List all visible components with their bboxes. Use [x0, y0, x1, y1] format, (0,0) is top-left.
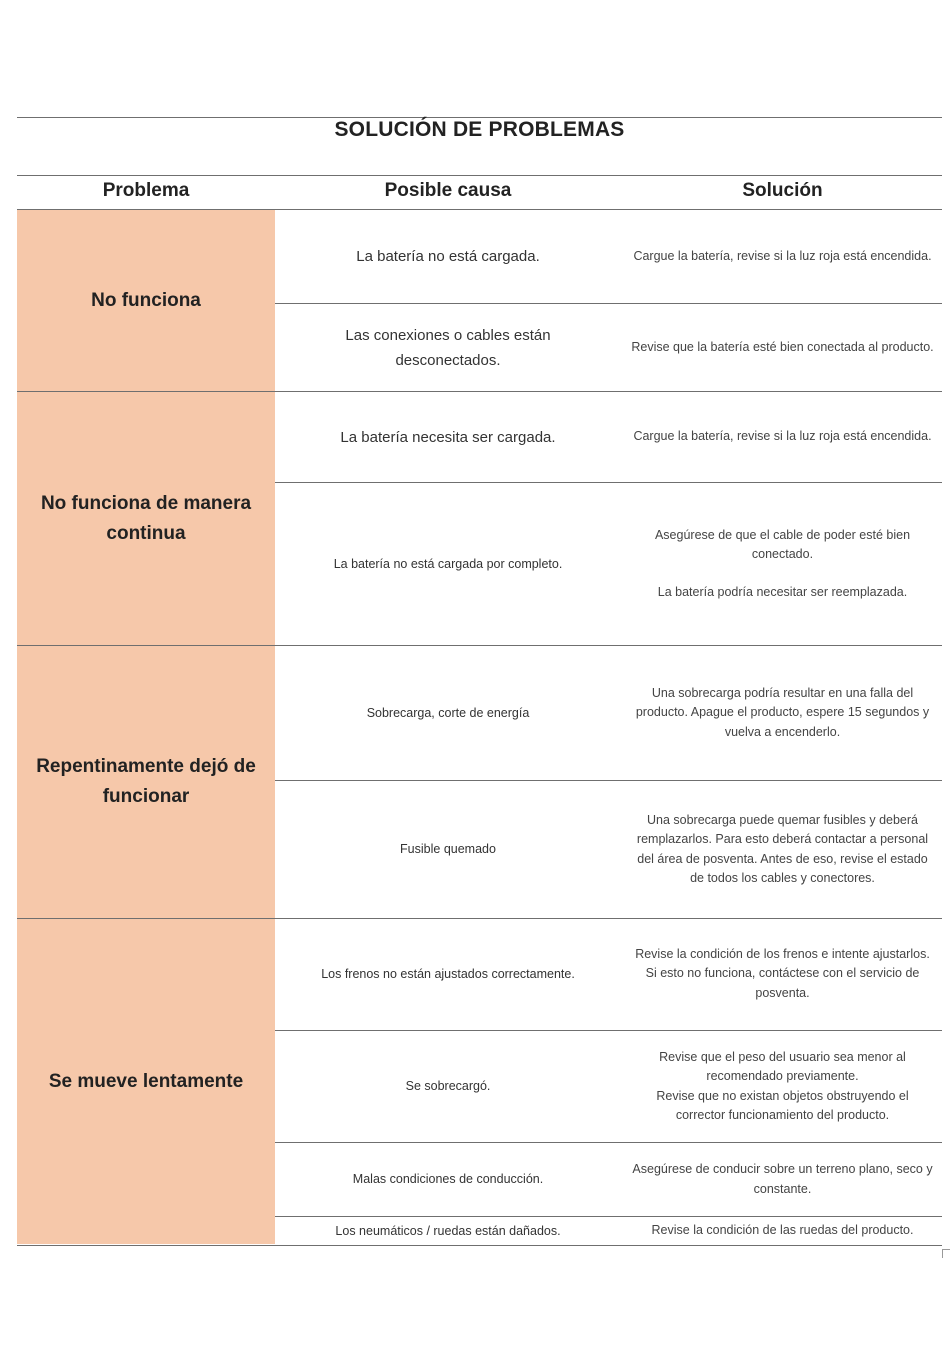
solution-text: Cargue la batería, revise si la luz roja está encendida.	[633, 429, 932, 444]
solution-text: Revise la condición de los frenos e intente ajustarlos. Si esto no funciona, contáctese con el servicio de posventa.	[635, 946, 930, 1000]
solution-cell	[625, 304, 940, 391]
solution-text: Revise que no existan objetos obstruyendo el corrector funcionamiento del producto.	[656, 1088, 909, 1122]
cause-cell: Sobrecarga, corte de energía	[366, 705, 530, 720]
solution-cell	[625, 1031, 940, 1142]
bottom-rule	[17, 1245, 942, 1246]
solution-cell	[625, 1217, 940, 1245]
solution-text: Cargue la batería, revise si la luz roja está encendida.	[633, 248, 932, 263]
cause-cell: La batería no está cargada.	[356, 248, 540, 265]
solution-text: Revise la condición de las ruedas del producto.	[651, 1223, 914, 1238]
solution-cell	[625, 392, 940, 482]
solution-text: Asegúrese de que el cable de poder esté bien conectado.	[654, 527, 911, 562]
solution-text: Asegúrese de conducir sobre un terreno plano, seco y constante.	[632, 1162, 933, 1196]
problem-cell: Repentinamente dejó de funcionar	[17, 646, 275, 918]
solution-cell	[625, 1143, 940, 1216]
solution-cell	[625, 483, 940, 645]
header-top-rule	[17, 175, 942, 176]
corner-mark	[942, 1249, 950, 1258]
solution-text: La batería podría necesitar ser reemplazada.	[657, 584, 908, 599]
cause-cell: Las conexiones o cables están desconectados.	[345, 326, 551, 369]
solution-text: Una sobrecarga puede quemar fusibles y deberá remplazarlos. Para esto deberá contactar a personal del área de posventa. Antes de eso, revise el estado de todos los cables y conectores.	[636, 812, 929, 885]
solution-text: Revise que el peso del usuario sea menor al recomendado previamente.	[659, 1049, 906, 1083]
problem-cell: No funciona	[17, 210, 275, 391]
page-title: SOLUCIÓN DE PROBLEMAS	[334, 118, 625, 141]
solution-cell	[625, 210, 940, 303]
cause-cell: Malas condiciones de conducción.	[352, 1172, 544, 1186]
problem-cell: Se mueve lentamente	[17, 919, 275, 1244]
cause-cell: La batería no está cargada por completo.	[333, 556, 563, 571]
solution-cell	[625, 781, 940, 918]
cause-cell: Los frenos no están ajustados correctamente.	[321, 966, 575, 981]
solution-text: Una sobrecarga podría resultar en una falla del producto. Apague el producto, espere 15 segundos y vuelva a encenderlo.	[635, 685, 930, 739]
cause-cell: Fusible quemado	[400, 842, 496, 856]
cause-cell: Se sobrecargó.	[405, 1079, 491, 1093]
solution-text: Revise que la batería esté bien conectada al producto.	[631, 339, 934, 354]
cause-cell: Los neumáticos / ruedas están dañados.	[335, 1223, 561, 1238]
solution-cell	[625, 919, 940, 1029]
column-header-solution: Solución	[742, 180, 823, 201]
problem-cell: No funciona de manera continua	[17, 392, 275, 645]
solution-cell	[625, 646, 940, 780]
column-header-cause: Posible causa	[384, 180, 512, 201]
column-header-problem: Problema	[102, 180, 190, 201]
cause-cell: La batería necesita ser cargada.	[340, 428, 556, 446]
